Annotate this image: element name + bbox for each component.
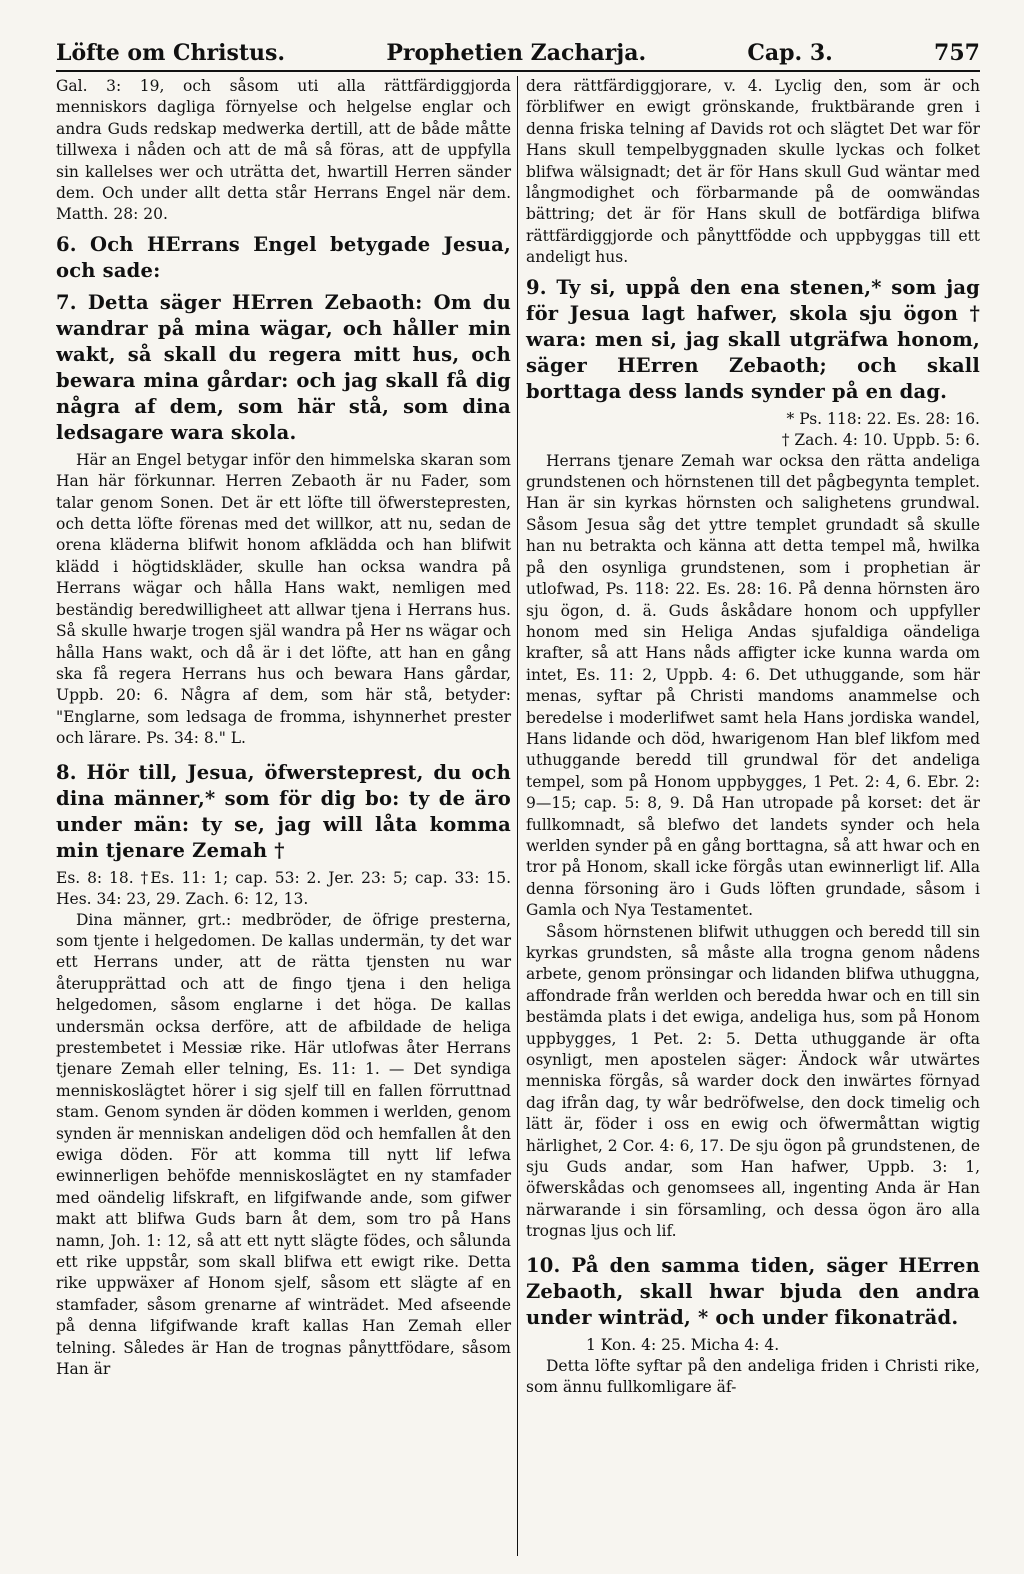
commentary-paragraph: Herrans tjenare Zemah war ocksa den rätta andeliga grundstenen och hörnstenen till det pågbegynta templet. Han är sin kyrkas hörnsten och salighetens grundwal. Såsom Jesua såg det yttre templet grundadt så skulle han nu betrakta och känna att detta tempel må, hwilka på den osynliga grundstenen, som i prophetian är utlofwad, Ps. 118: 22. Es. 28: 16. På denna hörnsten äro sju ögon, d. ä. Guds åskådare honom och uppfyller honom med sin Heliga Andas sjufaldiga oändeliga krafter, så att Hans nåds affigter icke kunna warda om intet, Es. 11: 2, Uppb. 4: 6. Det uthuggande, som här menas, syftar på Christi mandoms anammelse och beredelse i moderlifwet samt hela Hans jordiska wandel, Hans lidande och död, hwarigenom Han blef likfom med uthuggande beredd till grundwal för det andeliga tempel, som på Honom uppbygges, 1 Pet. 2: 4, 6. Ebr. 2: 9—15; cap. 5: 8, 9. Då Han utropade på korset: det är fullkomnadt, så blefwo det landets synder och hela werlden synder på en gång borttagna, så att hwar och en tror på Honom, skall icke förgås utan ewinnerligt lif. Alla denna försoning äro i Guds löften grundade, såsom i Gamla och Nya Testamentet. <box>526 451 980 920</box>
verse-10: 10. På den samma tiden, säger HErren Zebaoth, skall hwar bjuda den andra under winträd, * och under fikonaträd. <box>526 1253 980 1329</box>
verse-8: 8. Hör till, Jesua, öfwersteprest, du och dina männer,* som för dig bo: ty de äro under män: ty se, jag will låta komma min tjenare Zemah † <box>56 760 511 862</box>
cross-references: 1 Kon. 4: 25. Micha 4: 4. <box>586 1335 780 1354</box>
commentary-paragraph: Detta löfte syftar på den andeliga friden i Christi rike, som ännu fullkomligare äf- <box>526 1356 980 1397</box>
commentary-paragraph: dera rättfärdiggjorare, v. 4. Lyclig den, som är och förblifwer en ewigt grönskande, fruktbärande gren i denna friska telning af Davids rot och slägtet Det war för Hans skull tempelbyggnaden skulle lyckas och folket blifwa wälsignadt; det är för Hans skull Gud wäntar med långmodighet och förbarmande på de oomwändas bättring; det är för Hans skull de botfärdiga blifwa rättfärdiggjorde och pånyttfödde och uppbyggas till ett andeligt hus. <box>526 77 980 267</box>
header-center-title: Prophetien Zacharja. <box>386 40 647 66</box>
page-number: 757 <box>934 40 980 66</box>
header-left-title: Löfte om Christus. <box>56 40 286 66</box>
header-chapter: Cap. 3. <box>747 40 833 66</box>
commentary-paragraph: Gal. 3: 19, och såsom uti alla rättfärdiggjorda menniskors dagliga förnyelse och helgelse englar och andra Guds redskap medwerka dertill, att de både måtte tillwexa i nåden och att de må så föras, att de uppfylla sin kallelses wer och uträtta det, hwartill Herren sänder dem. Och under allt detta står Herrans Engel när dem. Matth. 28: 20. <box>56 77 511 224</box>
cross-references: † Zach. 4: 10. Uppb. 5: 6. <box>781 430 980 449</box>
cross-references: * Ps. 118: 22. Es. 28: 16. <box>786 409 980 428</box>
cross-references: Es. 8: 18. †Es. 11: 1; cap. 53: 2. Jer. 23: 5; cap. 33: 15. Hes. 34: 23, 29. Zach. 6: 12, 13. <box>56 868 511 908</box>
right-column <box>518 76 980 1556</box>
commentary-paragraph: Dina männer, grt.: medbröder, de öfrige presterna, som tjente i helgedomen. De kallas undermän, ty det war ett Herrans under, att de rätta tjensten nu war återupprättad och att de fingo tjena i den heliga helgedomen, såsom englarne i det höga. De kallas undersmän ocksa derföre, att de afbildade de heliga prestembetet i Messiæ rike. Här utlofwas åter Herrans tjenare Zemah eller telning, Es. 11: 1. — Det syndiga menniskoslägtet hörer i sig sjelf till en fallen förruttnad stam. Genom synden är döden kommen i werlden, genom synden är menniskan andeligen död och hemfallen åt den ewiga döden. För att komma till nytt lif lefwa ewinnerligen behöfde menniskoslägtet en ny stamfader med oändelig lifskraft, en lifgifwande ande, som gifwer makt att blifwa Guds barn åt dem, som tro på Hans namn, Joh. 1: 12, så att ett nytt slägte födes, och sålunda ett rike uppstår, som skall blifwa ett ewigt rike. Detta rike uppwäxer af Honom sjelf, såsom ett slägte af en stamfader, såsom grenarne af winträdet. Med afseende på denna lifgifwande kraft kallas Han Zemah eller telning. Således är Han de trognas pånyttfödare, såsom Han är <box>56 910 511 1379</box>
text-columns <box>56 76 980 1556</box>
commentary-paragraph: Här an Engel betygar inför den himmelska skaran som Han här förkunnar. Herren Zebaoth är nu Fader, som talar genom Sonen. Det är ett löfte till öfwerstepresten, och detta löfte förenas med det willkor, att nu, sedan de orena kläderna blifwit honom afklädda och han blifwit klädd i högtidskläder, skulle han ocksa wandra på Herrans wägar och hålla Hans wakt, nemligen med beständig beredwilligheet att allwar tjena i Herrans hus. Så skulle hwarje trogen själ wandra på Her ns wägar och hålla Hans wakt, och då är i det löfte, att han en gång ska få regera Herrans hus och bewara Hans gårdar, Uppb. 20: 6. Några af dem, som här stå, betyder: "Englarne, som ledsaga de fromma, ishynnerhet prester och lärare. Ps. 34: 8." L. <box>56 450 511 748</box>
verse-9: 9. Ty si, uppå den ena stenen,* som jag för Jesua lagt hafwer, skola sju ögon † wara: men si, jag skall utgräfwa honom, säger HErren Zebaoth; och skall borttaga dess lands synder på en dag. <box>526 275 980 403</box>
verse-6: 6. Och HErrans Engel betygade Jesua, och sade: <box>56 232 511 282</box>
verse-7: 7. Detta säger HErren Zebaoth: Om du wandrar på mina wägar, och håller min wakt, så skall du regera mitt hus, och bewara mina gårdar: och jag skall få dig några af dem, som här stå, som dina ledsagare wara skola. <box>56 290 511 444</box>
running-head <box>56 40 980 72</box>
commentary-paragraph: Såsom hörnstenen blifwit uthuggen och beredd till sin kyrkas grundsten, så måste alla trogna genom nådens arbete, genom prönsingar och lidanden blifwa uthuggna, affondrade från werlden och beredda hwar och en till sin bestämda plats i det ewiga, andeliga hus, som på Honom uppbygges, 1 Pet. 2: 5. Detta uthuggande är ofta osynligt, men apostelen säger: Ändock wår utwärtes menniska förgås, så warder dock den inwärtes förnyad dag ifrån dag, ty wår bedröfwelse, den dock timelig och lätt är, föder i oss en ewig och öfwermåttan wigtig härlighet, 2 Cor. 4: 6, 17. De sju ögon på grundstenen, de sju Guds andar, som Han hafwer, Uppb. 3: 1, öfwerskådas och genomsees all, ingenting Anda är Han närwarande i sin församling, och dessa ögon äro alla trognas ljus och lif. <box>526 922 980 1241</box>
left-column <box>56 76 518 1556</box>
